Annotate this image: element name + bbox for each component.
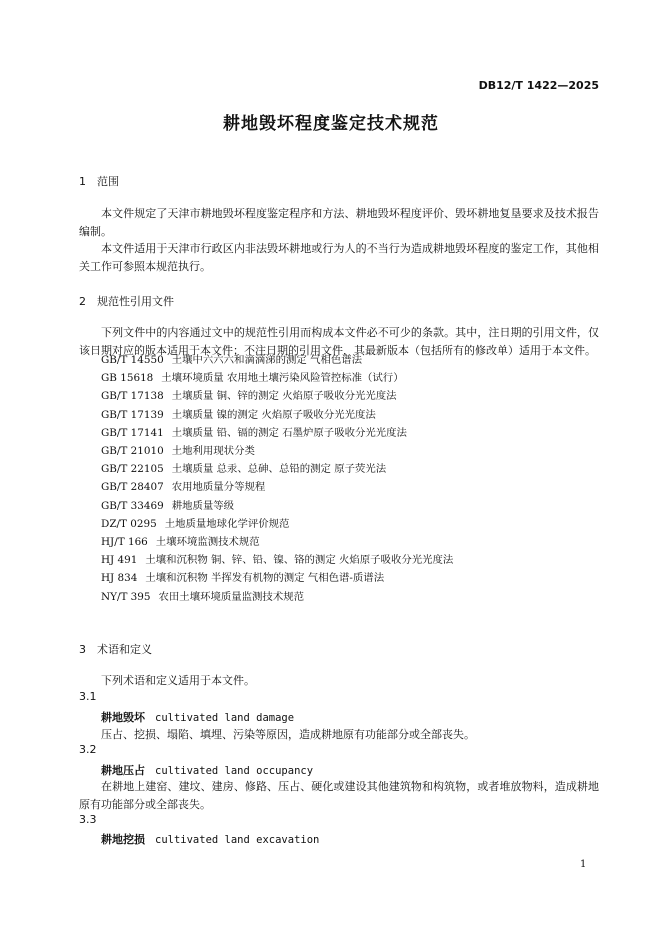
reference-code: GB/T 33469 [101, 499, 164, 512]
reference-title: 土壤和沉积物 铜、锌、铅、镍、铬的测定 火焰原子吸收分光光度法 [145, 554, 454, 567]
reference-code: HJ 491 [101, 554, 138, 567]
reference-code: DZ/T 0295 [101, 517, 157, 530]
reference-code: GB/T 22105 [101, 463, 164, 476]
terms-intro: 下列术语和定义适用于本文件。 [101, 674, 255, 687]
section-heading-normative-references [79, 293, 174, 309]
reference-item [101, 387, 453, 405]
reference-code: HJ 834 [101, 572, 138, 585]
section-title: 术语和定义 [97, 643, 152, 656]
section-number: 2 [79, 295, 86, 308]
term-en: cultivated land excavation [155, 834, 320, 846]
term-zh: 耕地压占 [101, 764, 145, 777]
references-intro-paragraph: 下列文件中的内容通过文中的规范性引用而构成本文件必不可少的条款。其中，注日期的引用文件，仅该日期对应的版本适用于本文件；不注日期的引用文件，其最新版本（包括所有的修改单）适用于本文件。 [79, 326, 599, 357]
term-definition: 压占、挖损、塌陷、填埋、污染等原因，造成耕地原有功能部分或全部丧失。 [101, 728, 475, 741]
term-en: cultivated land occupancy [155, 765, 314, 777]
term-entry [101, 762, 313, 778]
reference-item [101, 533, 453, 551]
reference-item [101, 588, 453, 606]
reference-code: GB/T 17141 [101, 426, 164, 439]
reference-item [101, 569, 453, 587]
section-heading-scope [79, 173, 119, 189]
term-number: 3.2 [79, 743, 97, 756]
document-code: DB12/T 1422—2025 [478, 79, 599, 92]
reference-item [101, 497, 453, 515]
reference-code: GB 15618 [101, 372, 154, 385]
reference-code: GB/T 21010 [101, 445, 164, 458]
reference-item [101, 369, 453, 387]
reference-list [101, 351, 453, 606]
reference-code: HJ/T 166 [101, 536, 148, 549]
section-number: 1 [79, 175, 86, 188]
section-title: 范围 [97, 175, 119, 188]
reference-item [101, 515, 453, 533]
reference-title: 耕地质量等级 [171, 499, 235, 512]
reference-title: 农田土壤环境质量监测技术规范 [158, 590, 304, 603]
document-title: 耕地毁坏程度鉴定技术规范 [223, 114, 439, 134]
reference-title: 土壤质量 总汞、总砷、总铅的测定 原子荧光法 [171, 463, 387, 476]
scope-paragraph-2: 本文件适用于天津市行政区内非法毁坏耕地或行为人的不当行为造成耕地毁坏程度的鉴定工作，其他相关工作可参照本规范执行。 [79, 242, 599, 273]
reference-title: 土壤质量 铅、镉的测定 石墨炉原子吸收分光光度法 [171, 426, 407, 439]
reference-item [101, 406, 453, 424]
reference-title: 农用地质量分等规程 [171, 481, 266, 494]
reference-title: 土壤质量 镍的测定 火焰原子吸收分光光度法 [171, 408, 376, 421]
reference-code: GB/T 14550 [101, 354, 164, 366]
reference-item [101, 460, 453, 478]
reference-code: GB/T 17139 [101, 408, 164, 421]
reference-item [101, 424, 453, 442]
reference-title: 土壤环境监测技术规范 [155, 536, 260, 549]
section-title: 规范性引用文件 [97, 295, 174, 308]
reference-code: GB/T 28407 [101, 481, 164, 494]
reference-item [101, 442, 453, 460]
reference-title: 土壤质量 铜、锌的测定 火焰原子吸收分光光度法 [171, 390, 397, 403]
term-zh: 耕地挖损 [101, 833, 145, 846]
reference-item [101, 478, 453, 496]
scope-paragraph-1: 本文件规定了天津市耕地毁坏程度鉴定程序和方法、耕地毁坏程度评价、毁坏耕地复垦要求及技术报告编制。 [79, 207, 599, 238]
page-number: 1 [580, 859, 587, 870]
term-zh: 耕地毁坏 [101, 711, 145, 724]
term-en: cultivated land damage [155, 712, 295, 724]
reference-title: 土壤和沉积物 半挥发有机物的测定 气相色谱-质谱法 [145, 572, 385, 585]
reference-code: GB/T 17138 [101, 390, 164, 403]
term-number: 3.1 [79, 690, 97, 703]
section-number: 3 [79, 643, 86, 656]
reference-title: 土壤中六六六和滴滴涕的测定 气相色谱法 [171, 354, 363, 366]
reference-title: 土地质量地球化学评价规范 [164, 517, 290, 530]
term-definition: 在耕地上建窑、建坟、建房、修路、压占、硬化或建设其他建筑物和构筑物，或者堆放物料，造成耕地原有功能部分或全部丧失。 [79, 780, 599, 811]
section-heading-terms [79, 641, 152, 657]
term-entry [101, 831, 319, 847]
reference-item [101, 351, 453, 369]
reference-code: NY/T 395 [101, 590, 151, 603]
reference-title: 土地利用现状分类 [171, 445, 255, 458]
reference-title: 土壤环境质量 农用地土壤污染风险管控标准（试行） [161, 372, 404, 385]
reference-item [101, 551, 453, 569]
term-number: 3.3 [79, 813, 97, 826]
term-entry [101, 709, 294, 725]
